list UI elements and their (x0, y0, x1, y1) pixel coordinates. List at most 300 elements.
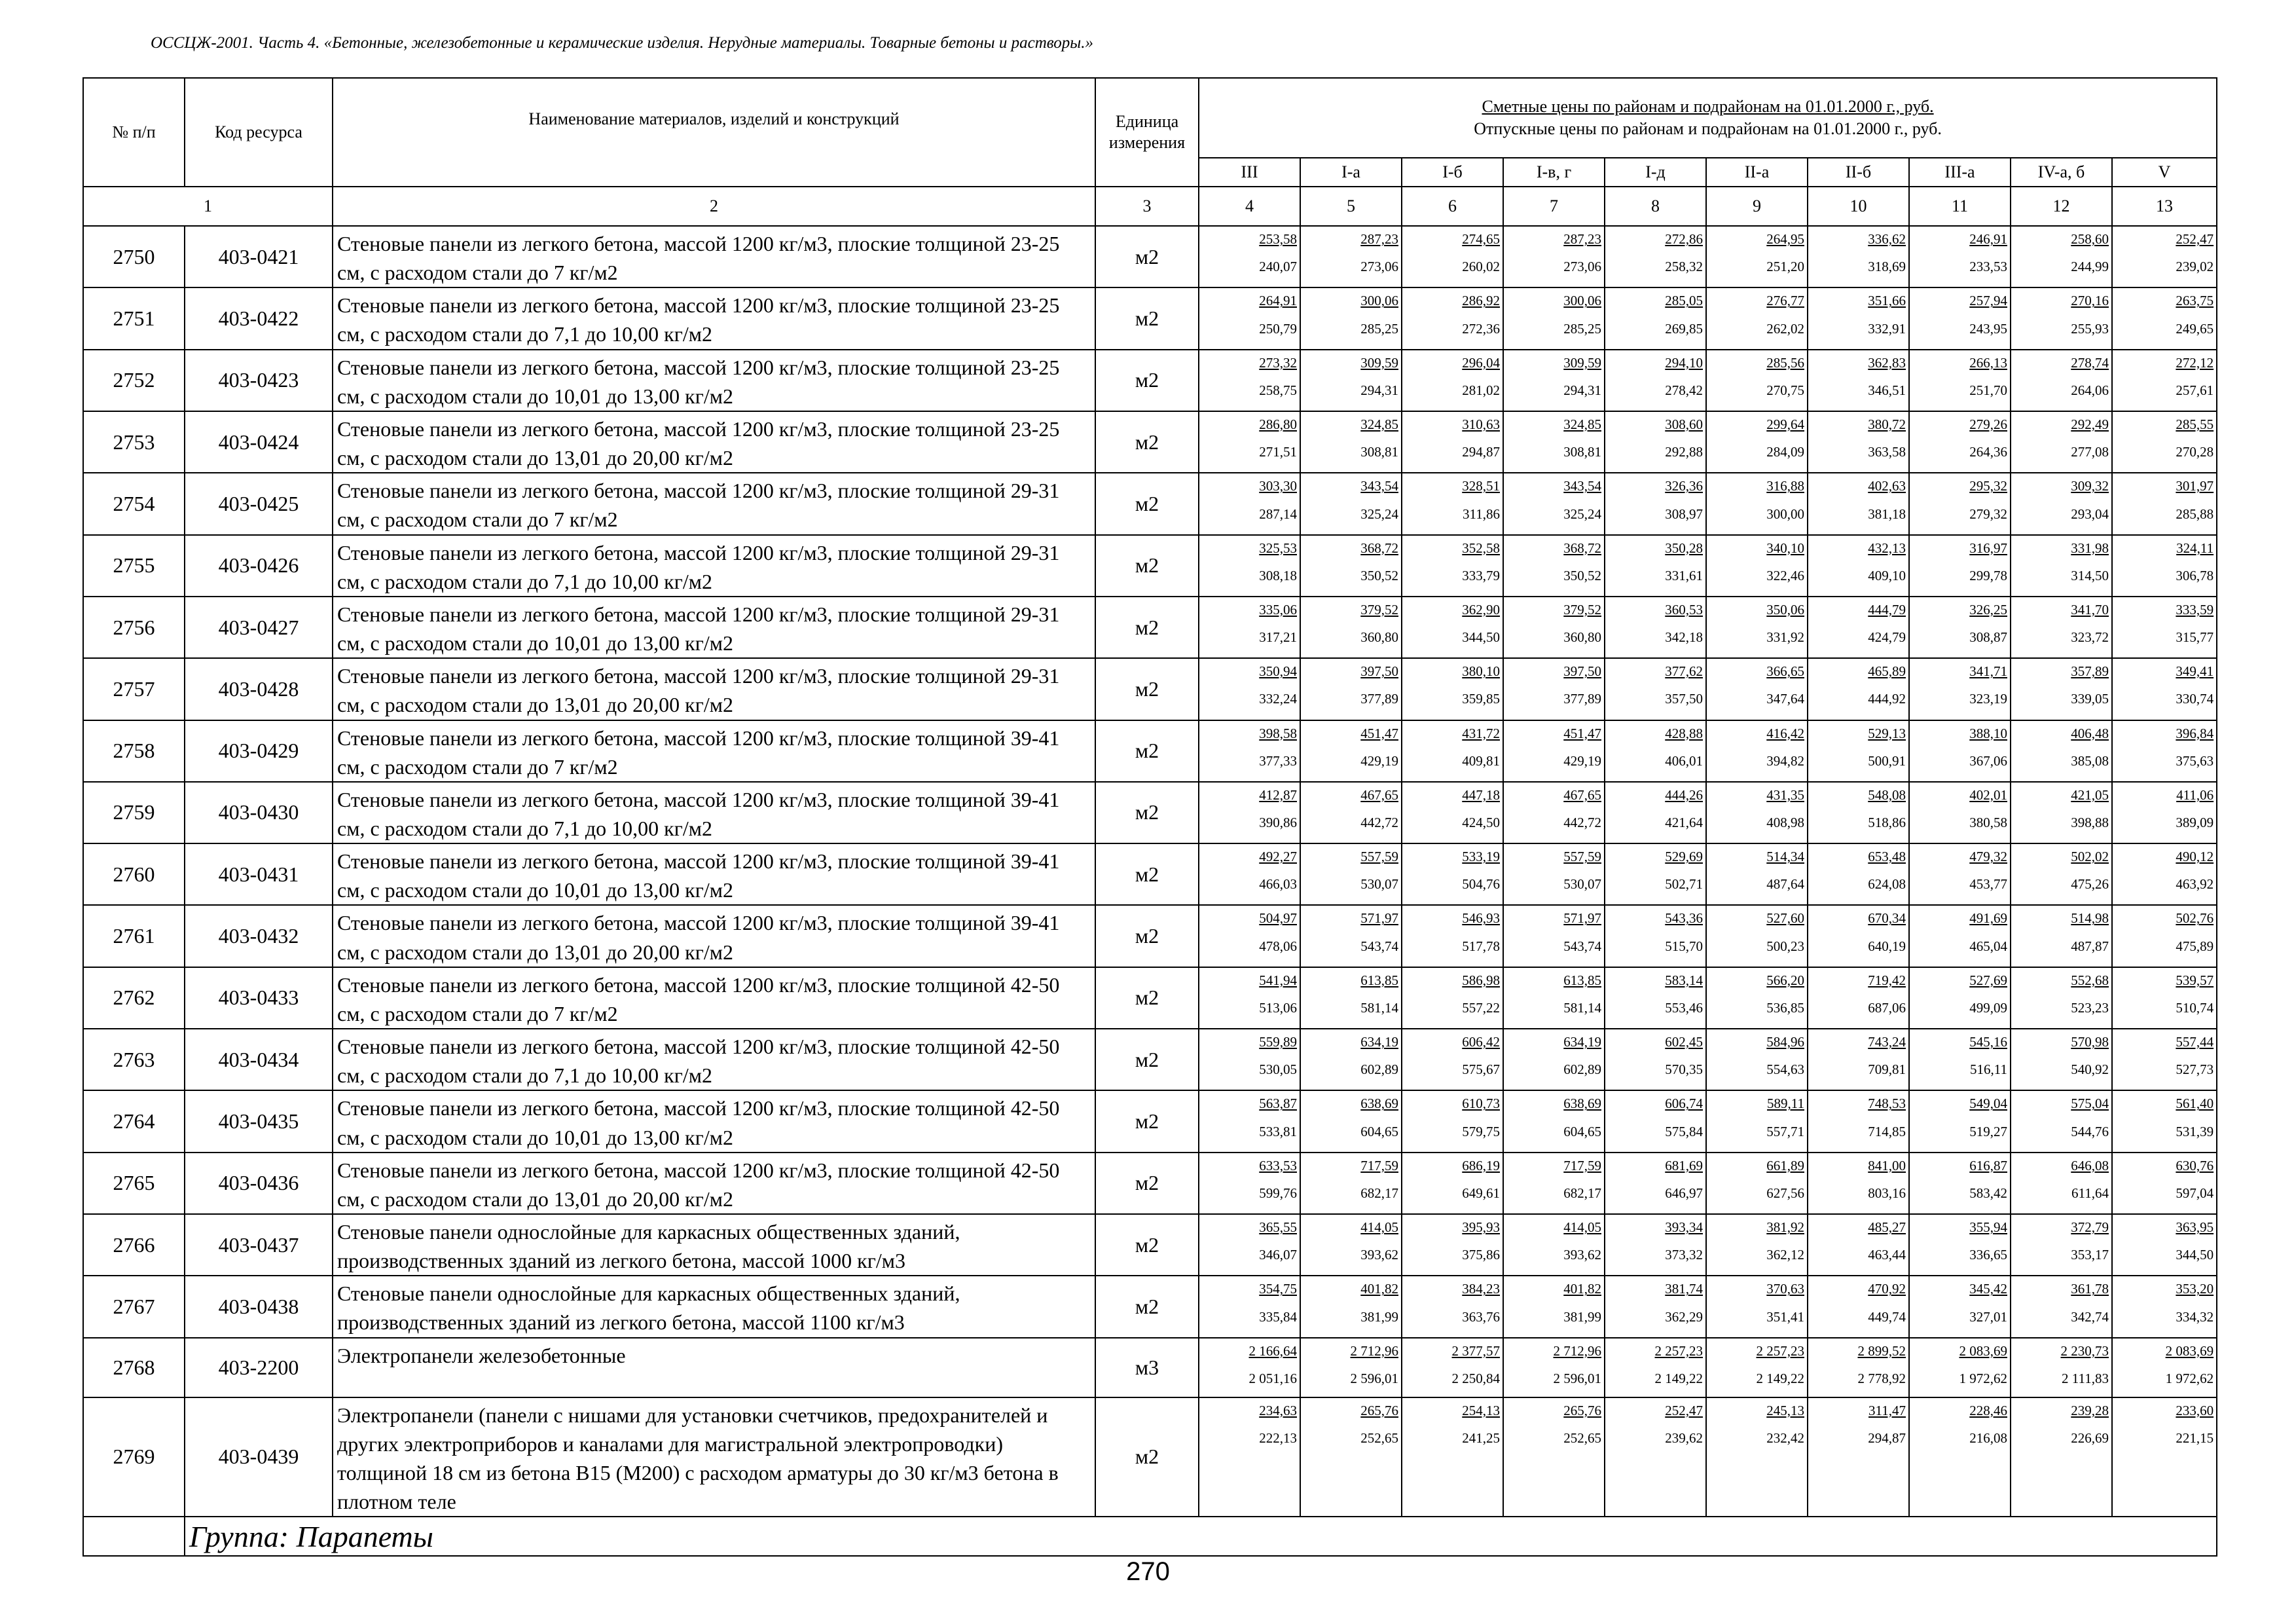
estimate-price: 485,27 (1868, 1219, 1906, 1235)
estimate-price: 258,60 (2071, 231, 2109, 247)
release-price: 251,20 (1766, 259, 1804, 275)
estimate-price: 606,42 (1462, 1034, 1500, 1050)
estimate-price: 279,26 (1969, 416, 2007, 432)
table-row (83, 535, 2217, 597)
estimate-price: 561,40 (2176, 1096, 2214, 1112)
release-price: 575,67 (1462, 1061, 1500, 1078)
unit-of-measure: м2 (1095, 967, 1199, 1029)
resource-code: 403-0432 (185, 905, 333, 967)
price-cell (1605, 720, 1706, 782)
row-index: 2757 (83, 658, 185, 720)
resource-code: 403-0423 (185, 350, 333, 411)
release-price: 531,39 (2176, 1123, 2214, 1139)
estimate-price: 502,02 (2071, 849, 2109, 865)
price-table (82, 77, 2217, 1557)
release-price: 308,97 (1665, 506, 1703, 522)
release-price: 277,08 (2071, 444, 2109, 460)
material-name: Стеновые панели из легкого бетона, массой 1200 кг/м3, плоские толщиной 29-31 см, с расходом стали до 7 кг/м2 (333, 473, 1095, 534)
material-name: Стеновые панели из легкого бетона, массой 1200 кг/м3, плоские толщиной 29-31 см, с расходом стали до 7,1 до 10,00 кг/м2 (333, 535, 1095, 597)
material-name: Стеновые панели из легкого бетона, массой 1200 кг/м3, плоские толщиной 23-25 см, с расходом стали до 13,01 до 20,00 кг/м2 (333, 411, 1095, 473)
release-price: 465,04 (1969, 938, 2007, 954)
estimate-price: 362,83 (1868, 354, 1906, 371)
estimate-price: 546,93 (1462, 910, 1500, 927)
estimate-price: 264,91 (1259, 293, 1297, 309)
release-price: 390,86 (1259, 815, 1297, 831)
resource-code: 403-0422 (185, 287, 333, 349)
release-price: 350,52 (1360, 567, 1398, 583)
release-price: 475,26 (2071, 876, 2109, 893)
release-price: 398,88 (2071, 815, 2109, 831)
release-price: 604,65 (1360, 1123, 1398, 1139)
release-price: 293,04 (2071, 506, 2109, 522)
estimate-price: 589,11 (1767, 1096, 1804, 1112)
estimate-price: 719,42 (1868, 972, 1906, 988)
estimate-price: 570,98 (2071, 1034, 2109, 1050)
unit-of-measure: м2 (1095, 1397, 1199, 1517)
row-index: 2763 (83, 1029, 185, 1090)
column-number: 6 (1402, 187, 1503, 226)
release-price: 682,17 (1563, 1185, 1601, 1201)
price-cell (1503, 658, 1605, 720)
estimate-price: 681,69 (1665, 1157, 1703, 1173)
price-cell (1808, 843, 1909, 905)
release-price: 406,01 (1665, 752, 1703, 769)
estimate-price: 296,04 (1462, 354, 1500, 371)
price-cell (1300, 350, 1402, 411)
estimate-price: 402,63 (1868, 478, 1906, 494)
price-cell (2011, 843, 2112, 905)
row-index: 2762 (83, 967, 185, 1029)
price-cell (1503, 1397, 1605, 1517)
release-price: 554,63 (1766, 1061, 1804, 1078)
release-price: 557,22 (1462, 1000, 1500, 1016)
release-price: 363,58 (1868, 444, 1906, 460)
release-price: 624,08 (1868, 876, 1906, 893)
estimate-price: 308,60 (1665, 416, 1703, 432)
resource-code: 403-0438 (185, 1276, 333, 1337)
estimate-price: 514,34 (1766, 849, 1804, 865)
price-cell (2011, 473, 2112, 534)
estimate-price: 287,23 (1360, 231, 1398, 247)
release-price: 2 149,22 (1756, 1370, 1804, 1386)
price-cell (1199, 535, 1300, 597)
price-cell (1706, 473, 1808, 534)
price-cell (1402, 473, 1503, 534)
estimate-price: 303,30 (1259, 478, 1297, 494)
material-name: Стеновые панели из легкого бетона, массой 1200 кг/м3, плоские толщиной 39-41 см, с расходом стали до 7 кг/м2 (333, 720, 1095, 782)
price-cell (1808, 411, 1909, 473)
estimate-price: 841,00 (1868, 1157, 1906, 1173)
header-unit: Единица измерения (1095, 78, 1199, 187)
column-number: 2 (333, 187, 1095, 226)
release-price: 2 111,83 (2062, 1370, 2109, 1386)
release-price: 308,81 (1360, 444, 1398, 460)
release-price: 323,72 (2071, 629, 2109, 646)
estimate-price: 368,72 (1563, 540, 1601, 556)
price-cell (1402, 658, 1503, 720)
unit-of-measure: м2 (1095, 1029, 1199, 1090)
estimate-price: 451,47 (1360, 725, 1398, 741)
estimate-price: 285,55 (2176, 416, 2214, 432)
release-price: 233,53 (1969, 259, 2007, 275)
price-cell (1605, 535, 1706, 597)
estimate-price: 300,06 (1360, 293, 1398, 309)
price-cell (2011, 1090, 2112, 1152)
estimate-price: 273,32 (1259, 354, 1297, 371)
release-price: 278,42 (1665, 382, 1703, 398)
price-cell (1605, 287, 1706, 349)
price-cell (1909, 967, 2011, 1029)
header-release-prices: Отпускные цены по районам и подрайонам на 01.01.2000 г., руб. (1474, 119, 1942, 138)
release-price: 250,79 (1259, 320, 1297, 337)
release-price: 2 250,84 (1451, 1370, 1500, 1386)
price-cell (1402, 1029, 1503, 1090)
estimate-price: 254,13 (1462, 1402, 1500, 1418)
price-cell (1605, 226, 1706, 287)
estimate-price: 527,69 (1969, 972, 2007, 988)
estimate-price: 246,91 (1969, 231, 2007, 247)
price-cell (1402, 782, 1503, 843)
estimate-price: 365,55 (1259, 1219, 1297, 1235)
release-price: 342,18 (1665, 629, 1703, 646)
column-number: 5 (1300, 187, 1402, 226)
release-price: 385,08 (2071, 752, 2109, 769)
estimate-price: 451,47 (1563, 725, 1601, 741)
table-row (83, 905, 2217, 967)
material-name: Стеновые панели из легкого бетона, массой 1200 кг/м3, плоские толщиной 39-41 см, с расходом стали до 7,1 до 10,00 кг/м2 (333, 782, 1095, 843)
estimate-price: 233,60 (2176, 1402, 2214, 1418)
price-cell (1503, 1338, 1605, 1397)
release-price: 257,61 (2176, 382, 2214, 398)
estimate-price: 563,87 (1259, 1096, 1297, 1112)
material-name: Стеновые панели из легкого бетона, массой 1200 кг/м3, плоские толщиной 23-25 см, с расходом стали до 7 кг/м2 (333, 226, 1095, 287)
release-price: 394,82 (1766, 752, 1804, 769)
release-price: 518,86 (1868, 815, 1906, 831)
estimate-price: 350,28 (1665, 540, 1703, 556)
release-price: 604,65 (1563, 1123, 1601, 1139)
release-price: 221,15 (2176, 1430, 2214, 1446)
price-cell (1402, 967, 1503, 1029)
release-price: 2 596,01 (1350, 1370, 1398, 1386)
estimate-price: 372,79 (2071, 1219, 2109, 1235)
estimate-price: 539,57 (2176, 972, 2214, 988)
estimate-price: 646,08 (2071, 1157, 2109, 1173)
estimate-price: 638,69 (1360, 1096, 1398, 1112)
price-cell (1605, 1276, 1706, 1337)
estimate-price: 287,23 (1563, 231, 1601, 247)
release-price: 393,62 (1563, 1247, 1601, 1263)
price-cell (2011, 905, 2112, 967)
release-price: 463,44 (1868, 1247, 1906, 1263)
region-header: I-а (1300, 158, 1402, 187)
estimate-price: 324,85 (1360, 416, 1398, 432)
release-price: 575,84 (1665, 1123, 1703, 1139)
estimate-price: 292,49 (2071, 416, 2109, 432)
estimate-price: 541,94 (1259, 972, 1297, 988)
price-cell (2112, 473, 2217, 534)
release-price: 342,74 (2071, 1308, 2109, 1325)
estimate-price: 379,52 (1360, 601, 1398, 618)
estimate-price: 345,42 (1969, 1281, 2007, 1297)
price-cell (1402, 905, 1503, 967)
price-cell (1706, 843, 1808, 905)
estimate-price: 670,34 (1868, 910, 1906, 927)
release-price: 500,91 (1868, 752, 1906, 769)
price-cell (1402, 287, 1503, 349)
price-cell (1503, 597, 1605, 658)
release-price: 271,51 (1259, 444, 1297, 460)
estimate-price: 566,20 (1766, 972, 1804, 988)
resource-code: 403-0439 (185, 1397, 333, 1517)
estimate-price: 606,74 (1665, 1096, 1703, 1112)
estimate-price: 549,04 (1969, 1096, 2007, 1112)
region-header: III-а (1909, 158, 2011, 187)
price-cell (1909, 905, 2011, 967)
price-cell (1199, 597, 1300, 658)
price-cell (1909, 1276, 2011, 1337)
release-price: 243,95 (1969, 320, 2007, 337)
release-price: 226,69 (2071, 1430, 2109, 1446)
estimate-price: 300,06 (1563, 293, 1601, 309)
price-cell (2112, 535, 2217, 597)
price-cell (1402, 350, 1503, 411)
release-price: 543,74 (1360, 938, 1398, 954)
unit-of-measure: м2 (1095, 473, 1199, 534)
estimate-price: 294,10 (1665, 354, 1703, 371)
price-cell (2011, 658, 2112, 720)
estimate-price: 234,63 (1259, 1402, 1297, 1418)
price-cell (1605, 350, 1706, 411)
price-cell (1909, 720, 2011, 782)
release-price: 317,21 (1259, 629, 1297, 646)
price-cell (1300, 905, 1402, 967)
estimate-price: 2 712,96 (1350, 1342, 1398, 1359)
price-cell (1706, 905, 1808, 967)
table-row (83, 1153, 2217, 1214)
price-cell (1605, 1214, 1706, 1276)
estimate-price: 616,87 (1969, 1157, 2007, 1173)
price-cell (1605, 1153, 1706, 1214)
price-cell (2011, 1397, 2112, 1517)
resource-code: 403-0436 (185, 1153, 333, 1214)
table-row (83, 967, 2217, 1029)
price-cell (1402, 411, 1503, 473)
release-price: 284,09 (1766, 444, 1804, 460)
release-price: 421,64 (1665, 815, 1703, 831)
estimate-price: 285,05 (1665, 293, 1703, 309)
estimate-price: 414,05 (1360, 1219, 1398, 1235)
estimate-price: 529,69 (1665, 849, 1703, 865)
estimate-price: 416,42 (1766, 725, 1804, 741)
release-price: 308,81 (1563, 444, 1601, 460)
estimate-price: 2 377,57 (1451, 1342, 1500, 1359)
estimate-price: 465,89 (1868, 663, 1906, 680)
row-index: 2758 (83, 720, 185, 782)
estimate-price: 272,12 (2176, 354, 2214, 371)
row-index: 2760 (83, 843, 185, 905)
estimate-price: 527,60 (1766, 910, 1804, 927)
table-row (83, 287, 2217, 349)
row-index: 2765 (83, 1153, 185, 1214)
resource-code: 403-0427 (185, 597, 333, 658)
price-cell (2112, 1153, 2217, 1214)
release-price: 232,42 (1766, 1430, 1804, 1446)
release-price: 424,50 (1462, 815, 1500, 831)
row-index: 2754 (83, 473, 185, 534)
release-price: 362,12 (1766, 1247, 1804, 1263)
price-cell (1605, 1029, 1706, 1090)
release-price: 523,23 (2071, 1000, 2109, 1016)
resource-code: 403-0435 (185, 1090, 333, 1152)
price-cell (2112, 658, 2217, 720)
resource-code: 403-0424 (185, 411, 333, 473)
estimate-price: 514,98 (2071, 910, 2109, 927)
price-cell (1503, 473, 1605, 534)
release-price: 597,04 (2176, 1185, 2214, 1201)
estimate-price: 2 257,23 (1654, 1342, 1703, 1359)
estimate-price: 264,95 (1766, 231, 1804, 247)
table-row (83, 411, 2217, 473)
release-price: 380,58 (1969, 815, 2007, 831)
estimate-price: 380,10 (1462, 663, 1500, 680)
resource-code: 403-0433 (185, 967, 333, 1029)
price-cell (1503, 535, 1605, 597)
price-cell (1808, 967, 1909, 1029)
estimate-price: 265,76 (1563, 1402, 1601, 1418)
price-cell (2011, 720, 2112, 782)
release-price: 381,18 (1868, 506, 1906, 522)
estimate-price: 533,19 (1462, 849, 1500, 865)
price-cell (2112, 1276, 2217, 1337)
release-price: 487,87 (2071, 938, 2109, 954)
price-cell (2112, 1397, 2217, 1517)
material-name: Электропанели железобетонные (333, 1338, 1095, 1397)
release-price: 627,56 (1766, 1185, 1804, 1201)
estimate-price: 2 712,96 (1553, 1342, 1601, 1359)
price-cell (1199, 658, 1300, 720)
material-name: Стеновые панели из легкого бетона, массой 1200 кг/м3, плоские толщиной 29-31 см, с расходом стали до 13,01 до 20,00 кг/м2 (333, 658, 1095, 720)
price-cell (1503, 720, 1605, 782)
price-cell (1605, 905, 1706, 967)
release-price: 375,63 (2176, 752, 2214, 769)
estimate-price: 2 257,23 (1756, 1342, 1804, 1359)
release-price: 360,80 (1360, 629, 1398, 646)
price-cell (2011, 782, 2112, 843)
price-cell (1909, 535, 2011, 597)
release-price: 327,01 (1969, 1308, 2007, 1325)
unit-of-measure: м2 (1095, 1276, 1199, 1337)
price-cell (1199, 350, 1300, 411)
price-cell (2112, 287, 2217, 349)
price-cell (1706, 1090, 1808, 1152)
price-cell (1503, 1214, 1605, 1276)
estimate-price: 253,58 (1259, 231, 1297, 247)
table-body (83, 226, 2217, 1556)
price-cell (1808, 350, 1909, 411)
price-cell (1300, 1090, 1402, 1152)
release-price: 241,25 (1462, 1430, 1500, 1446)
release-price: 530,07 (1360, 876, 1398, 893)
price-cell (1909, 597, 2011, 658)
estimate-price: 575,04 (2071, 1096, 2109, 1112)
price-cell (2112, 843, 2217, 905)
price-cell (1605, 967, 1706, 1029)
price-cell (1503, 843, 1605, 905)
estimate-price: 263,75 (2176, 293, 2214, 309)
release-price: 649,61 (1462, 1185, 1500, 1201)
price-cell (1808, 1214, 1909, 1276)
estimate-price: 270,16 (2071, 293, 2109, 309)
estimate-price: 557,59 (1563, 849, 1601, 865)
price-cell (1199, 1153, 1300, 1214)
table-row (83, 226, 2217, 287)
estimate-price: 491,69 (1969, 910, 2007, 927)
estimate-price: 634,19 (1563, 1034, 1601, 1050)
release-price: 714,85 (1868, 1123, 1906, 1139)
release-price: 325,24 (1563, 506, 1601, 522)
estimate-price: 370,63 (1766, 1281, 1804, 1297)
estimate-price: 529,13 (1868, 725, 1906, 741)
resource-code: 403-0426 (185, 535, 333, 597)
row-index: 2766 (83, 1214, 185, 1276)
price-cell (2112, 1338, 2217, 1397)
release-price: 240,07 (1259, 259, 1297, 275)
price-cell (2011, 1029, 2112, 1090)
price-cell (2112, 350, 2217, 411)
region-header: V (2112, 158, 2217, 187)
table-row (83, 1397, 2217, 1517)
price-cell (1909, 1214, 2011, 1276)
release-price: 2 149,22 (1654, 1370, 1703, 1386)
price-cell (1706, 1029, 1808, 1090)
price-cell (1199, 1029, 1300, 1090)
release-price: 311,86 (1463, 506, 1500, 522)
release-price: 350,52 (1563, 567, 1601, 583)
table-row (83, 1029, 2217, 1090)
estimate-price: 245,13 (1766, 1402, 1804, 1418)
estimate-price: 361,78 (2071, 1281, 2109, 1297)
estimate-price: 412,87 (1259, 786, 1297, 803)
price-cell (1300, 1276, 1402, 1337)
release-price: 553,46 (1665, 1000, 1703, 1016)
price-cell (1706, 1338, 1808, 1397)
estimate-price: 543,36 (1665, 910, 1703, 927)
resource-code: 403-0430 (185, 782, 333, 843)
release-price: 285,25 (1360, 320, 1398, 337)
estimate-price: 325,53 (1259, 540, 1297, 556)
price-cell (2011, 1276, 2112, 1337)
price-cell (1808, 1397, 1909, 1517)
release-price: 264,06 (2071, 382, 2109, 398)
estimate-price: 368,72 (1360, 540, 1398, 556)
estimate-price: 299,64 (1766, 416, 1804, 432)
estimate-price: 331,98 (2071, 540, 2109, 556)
price-cell (2112, 597, 2217, 658)
price-cell (1909, 1029, 2011, 1090)
unit-of-measure: м2 (1095, 658, 1199, 720)
row-index: 2750 (83, 226, 185, 287)
resource-code: 403-2200 (185, 1338, 333, 1397)
release-price: 331,61 (1665, 567, 1703, 583)
price-cell (2011, 287, 2112, 349)
column-number: 1 (83, 187, 333, 226)
price-cell (2011, 226, 2112, 287)
estimate-price: 352,58 (1462, 540, 1500, 556)
estimate-price: 276,77 (1766, 293, 1804, 309)
price-cell (1706, 782, 1808, 843)
region-header: I-б (1402, 158, 1503, 187)
price-cell (1199, 1090, 1300, 1152)
